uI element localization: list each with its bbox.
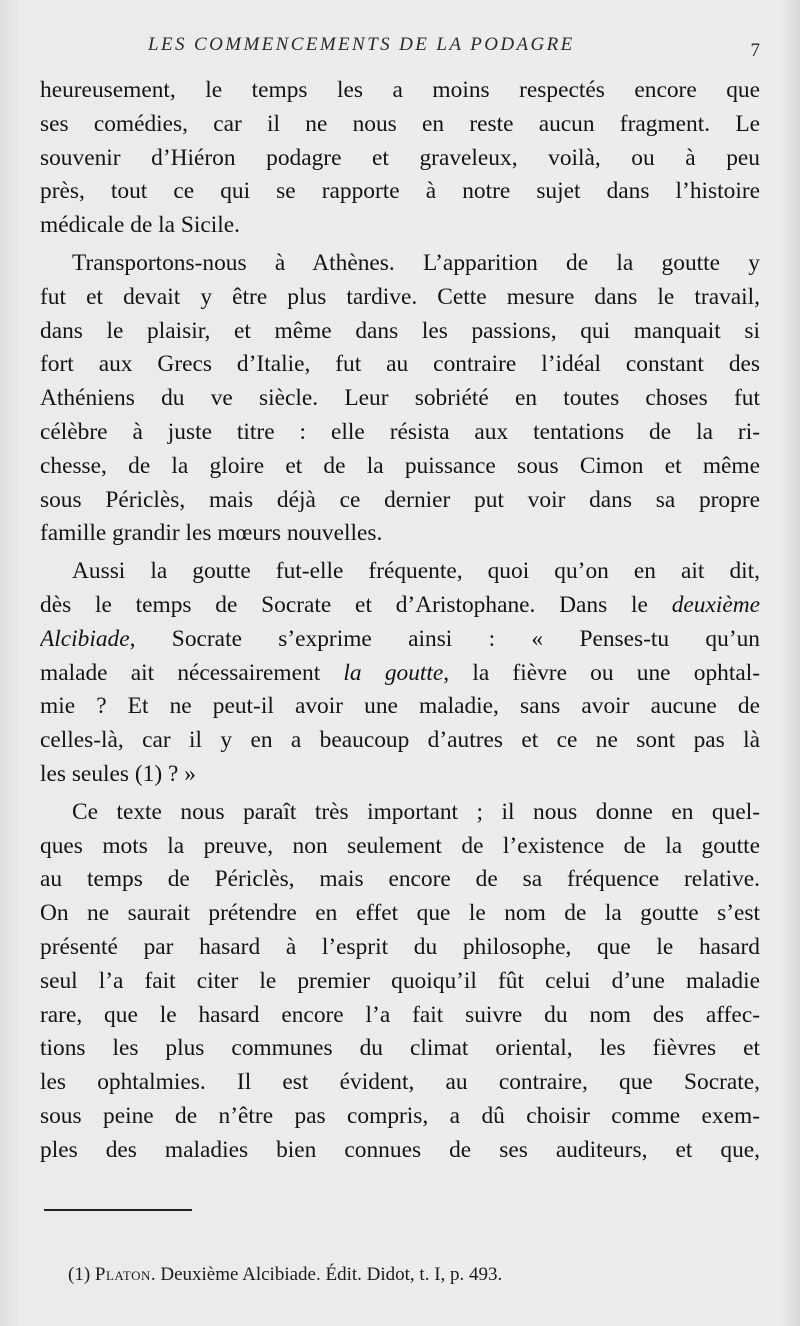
text-line: dans le plaisir, et même dans les passions, qui manquait si [40,317,760,344]
footnote-text: . Deuxième Alcibiade. Édit. Didot, t. I, p. 493. [150,1264,503,1285]
text-line: médicale de la Sicile. [40,212,241,239]
text-line: fort aux Grecs d’Italie, fut au contraire l’idéal constant des [40,351,760,378]
text-line: Aussi la goutte fut-elle fréquente, quoi qu’on en ait dit, [72,558,760,585]
text-line [40,589,760,623]
text-span: , Socrate s’exprime ainsi : « Penses-tu qu’un [129,625,760,652]
footnote-rule [44,1209,192,1211]
text-line: heureusement, le temps les a moins respectés encore que [40,77,760,103]
text-line: tions les plus communes du climat oriental, les fièvres et [40,1035,760,1062]
text-line: ples des maladies bien connues de ses auditeurs, et que, [40,1136,760,1163]
text-line [40,623,760,657]
text-span: dès le temps de Socrate et d’Aristophane. Dans le [40,591,648,618]
italic-title: deuxième [671,591,760,618]
text-line: présenté par hasard à l’esprit du philosophe, que le hasard [40,933,760,960]
text-line: près, tout ce qui se rapporte à notre sujet dans l’histoire [40,178,760,205]
running-title: LES COMMENCEMENTS DE LA PODAGRE [148,34,575,55]
text-line: Athéniens du ve siècle. Leur sobriété en toutes choses fut [40,385,760,412]
body-text [40,74,760,1168]
text-line: les seules (1) ? » [40,760,196,787]
text-line: Ce texte nous paraît très important ; il nous donne en quel- [72,798,760,825]
text-line: On ne saurait prétendre en effet que le nom de la goutte s’est [40,900,760,927]
text-line: célèbre à juste titre : elle résista aux tentations de la ri- [40,418,760,445]
text-span: , la fièvre ou une ophtal- [443,659,760,686]
text-line: ques mots la preuve, non seulement de l’existence de la goutte [40,832,760,859]
text-line: fut et devait y être plus tardive. Cette mesure dans le travail, [40,283,760,310]
text-line: souvenir d’Hiéron podagre et graveleux, voilà, ou à peu [40,144,760,171]
text-line: rare, que le hasard encore l’a fait suivre du nom des affec- [40,1001,760,1028]
text-span: malade ait nécessairement [40,659,321,686]
text-line: sous Périclès, mais déjà ce dernier put voir dans sa propre [40,486,760,513]
page-number: 7 [750,40,760,61]
text-line: au temps de Périclès, mais encore de sa fréquence relative. [40,866,760,893]
text-line: mie ? Et ne peut-il avoir une maladie, sans avoir aucune de [40,693,760,720]
footnote [68,1264,502,1286]
footnote-author: Platon [94,1264,151,1285]
text-line: famille grandir les mœurs nouvelles. [40,520,383,547]
italic-title: Alcibiade [40,625,130,652]
text-line [40,657,760,691]
text-line: sous peine de n’être pas compris, a dû choisir comme exem- [40,1102,760,1129]
running-head [40,34,760,60]
text-line: ses comédies, car il ne nous en reste aucun fragment. Le [40,110,760,137]
text-line: celles-là, car il y en a beaucoup d’autres et ce ne sont pas là [40,727,760,754]
italic-term: la goutte [343,659,444,686]
text-line: Transportons-nous à Athènes. L’apparition de la goutte y [72,249,760,276]
text-line: chesse, de la gloire et de la puissance sous Cimon et même [40,452,760,479]
footnote-marker: (1) [68,1264,91,1285]
text-line: seul l’a fait citer le premier quoiqu’il fût celui d’une maladie [40,967,760,994]
text-line: les ophtalmies. Il est évident, au contraire, que Socrate, [40,1069,760,1096]
